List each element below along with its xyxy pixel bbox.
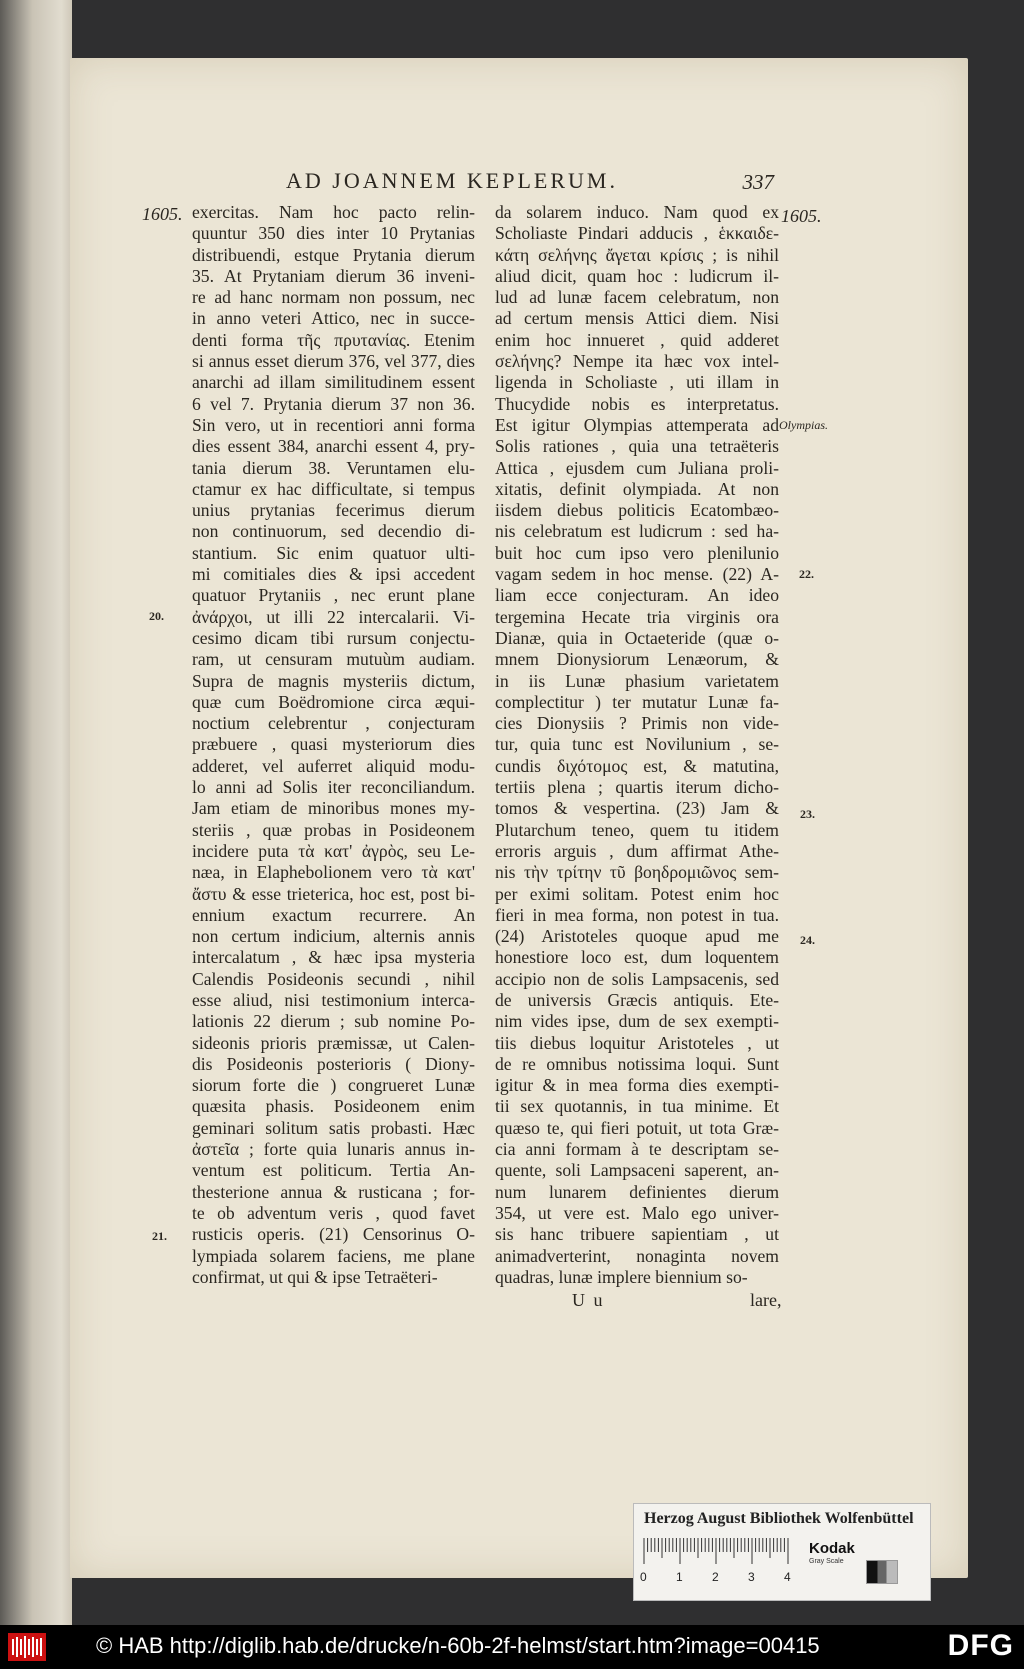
- text-line: Attica , ejusdem cum Juliana proli-: [495, 457, 779, 478]
- text-line: sideonis prioris præmissæ, ut Calen-: [192, 1032, 475, 1053]
- text-line: nim vides ipse, dum de sex exempti-: [495, 1011, 779, 1032]
- text-line: tii sex quotannis, in tua minime. Et: [495, 1096, 779, 1117]
- kodak-brand: Kodak: [809, 1540, 855, 1557]
- text-line: tomos & vespertina. (23) Jam &: [495, 798, 779, 819]
- text-line: nis celebratum est ludicrum : sed ha-: [495, 521, 779, 542]
- text-line: steriis , quæ probas in Posideonem: [192, 819, 475, 840]
- text-line: Sin vero, ut in recentiori anni forma: [192, 414, 475, 435]
- previous-page-edge: [0, 0, 72, 1625]
- text-line: mi comitiales dies & ipsi accedent: [192, 564, 475, 585]
- text-line: non certum indicium, alternis annis: [192, 926, 475, 947]
- text-line: rusticis operis. (21) Censorinus O-: [192, 1224, 475, 1245]
- text-line: cesimo dicam tibi rursum conjectu-: [192, 627, 475, 648]
- gray-scale-patch: [866, 1560, 898, 1584]
- signature-mark: U u: [572, 1290, 605, 1310]
- text-line: quæso te, qui fieri potuit, ut tota Græ-: [495, 1117, 779, 1138]
- scale-number: 0: [640, 1570, 647, 1584]
- text-line: intercalatum , & hæc ipsa mysteria: [192, 947, 475, 968]
- text-line: in iis Lunæ phasium varietatem: [495, 670, 779, 691]
- text-line: animadverterint, nonaginta novem: [495, 1245, 779, 1266]
- text-line: lympiada solarem faciens, me plane: [192, 1245, 475, 1266]
- text-line: buit hoc cum ipso vero plenilunio: [495, 542, 779, 563]
- text-line: de re omnibus notissima loqui. Sunt: [495, 1053, 779, 1074]
- text-line: nis τὴν τρίτην τῦ βοηδρομιῶνος sem-: [495, 862, 779, 883]
- text-line: distribuendi, estque Prytania dierum: [192, 244, 475, 265]
- text-line: quente, soli Lampsaceni saperent, an-: [495, 1160, 779, 1181]
- text-line: non continuorum, sed decendio di-: [192, 521, 475, 542]
- scale-number: 2: [712, 1570, 719, 1584]
- text-line: Thucydide nobis es interpretatus.: [495, 393, 779, 414]
- scale-number: 4: [784, 1570, 791, 1584]
- text-line: accipio non de solis Lampsacenis, sed: [495, 968, 779, 989]
- text-line: 35. At Prytaniam dierum 36 inveni-: [192, 265, 475, 286]
- text-line: honestiore loco est, dum loquentem: [495, 947, 779, 968]
- text-line: næa, in Elaphebolionem vero τὰ κατ': [192, 862, 475, 883]
- text-line: confirmat, ut qui & ipse Tetraëteri-: [192, 1266, 438, 1287]
- text-line: xitatis, definit olympiada. At non: [495, 478, 779, 499]
- text-line: iisdem diebus politicis Ecatombæo-: [495, 500, 779, 521]
- text-line: esse aliud, nisi testimonium interca-: [192, 989, 475, 1010]
- text-line: dies essent 384, anarchi essent 4, pry-: [192, 436, 475, 457]
- text-line: quæsita phasis. Posideonem enim: [192, 1096, 475, 1117]
- text-line: erroris arguis , dum affirmat Athe-: [495, 840, 779, 861]
- footer-bar: [0, 1625, 1024, 1669]
- text-line: κάτη σελήνης ἄγεται κρίσις ; is nihil: [495, 244, 779, 265]
- text-line: unius prytanias fecerimus dierum: [192, 500, 475, 521]
- text-line: quuntur 350 dies inter 10 Prytanias: [192, 223, 475, 244]
- page-number: 337: [742, 170, 774, 194]
- text-line: denti forma τῆς πρυτανίας. Etenim: [192, 329, 475, 350]
- text-line: tergemina Hecate tria virginis ora: [495, 606, 779, 627]
- margin-note-22: 22.: [799, 567, 814, 581]
- text-line: ἀστεῖα ; forte quia lunaris annus in-: [192, 1139, 475, 1160]
- text-line: da solarem induco. Nam quod ex: [495, 202, 779, 222]
- running-head-title: AD JOANNEM KEPLERUM.: [286, 168, 618, 193]
- text-line: vagam sedem in hoc mense. (22) A-: [495, 564, 779, 585]
- footer-url[interactable]: © HAB http://diglib.hab.de/drucke/n-60b-2f-helmst/start.htm?image=00415: [96, 1633, 820, 1658]
- text-line: per eximi solitam. Potest enim hoc: [495, 883, 779, 904]
- text-line: tur, quia tunc est Novilunium , se-: [495, 734, 779, 755]
- text-line: quatuor Prytaniis , nec erunt plane: [192, 585, 475, 606]
- text-line: ventum est politicum. Tertia An-: [192, 1160, 475, 1181]
- text-line: 6 vel 7. Prytania dierum 37 non 36.: [192, 393, 475, 414]
- library-name: Herzog August Bibliothek Wolfenbüttel: [644, 1510, 914, 1527]
- text-line: lationis 22 dierum ; sub nomine Po-: [192, 1011, 475, 1032]
- text-line: σελήνης? Nempe ita hæc vox intel-: [495, 351, 779, 372]
- text-line: thesterione annua & rusticana ; for-: [192, 1181, 475, 1202]
- text-line: lud ad lunæ facem celebratum, non: [495, 287, 779, 308]
- left-text-column: [192, 202, 475, 1288]
- right-text-column: [495, 202, 779, 1288]
- text-line: Solis rationes , quia una tetraëteris: [495, 436, 779, 457]
- text-line: Jam etiam de minoribus mones my-: [192, 798, 475, 819]
- text-line: ram, ut censuram mutuùm audiam.: [192, 649, 475, 670]
- text-line: tertiis plena ; quartis iterum dicho-: [495, 777, 779, 798]
- margin-note-24: 24.: [800, 933, 815, 947]
- text-line: liam ecce conjecturam. An ideo: [495, 585, 779, 606]
- text-line: adderet, vel auferret aliquid modu-: [192, 755, 475, 776]
- text-line: re ad hanc normam non possum, nec: [192, 287, 475, 308]
- text-line: tania dierum 38. Veruntamen elu-: [192, 457, 475, 478]
- text-line: quæ cum Boëdromione circa æqui-: [192, 691, 475, 712]
- text-line: anarchi ad illam similitudinem essent: [192, 372, 475, 393]
- text-line: (24) Aristoteles quoque apud me: [495, 926, 779, 947]
- margin-note-23: 23.: [800, 807, 815, 821]
- text-line: exercitas. Nam hoc pacto relin-: [192, 202, 475, 222]
- text-line: Est igitur Olympias attemperata ad: [495, 414, 779, 435]
- text-line: complectitur ) ter mutatur Lunæ fa-: [495, 691, 779, 712]
- text-line: Supra de magnis mysteriis dictum,: [192, 670, 475, 691]
- text-line: enim hoc innueret , quid adderet: [495, 329, 779, 350]
- catchword: lare,: [750, 1290, 782, 1310]
- text-line: Scholiaste Pindari adducis , ἑκκαιδε-: [495, 223, 779, 244]
- margin-note-21: 21.: [152, 1229, 167, 1243]
- text-line: lo anni ad Solis iter reconciliandum.: [192, 777, 475, 798]
- text-line: si annus esset dierum 376, vel 377, dies: [192, 351, 475, 372]
- text-line: de universis Græcis antiquis. Ete-: [495, 989, 779, 1010]
- text-line: igitur & in mea forma dies exempti-: [495, 1075, 779, 1096]
- text-line: in anno veteri Attico, nec in succe-: [192, 308, 475, 329]
- text-line: 354, ut vere est. Malo ego univer-: [495, 1202, 779, 1223]
- barcode-icon: [8, 1633, 46, 1661]
- text-line: præbuere , quasi mysteriorum dies: [192, 734, 475, 755]
- text-line: aliud dicit, quam hoc : ludicrum il-: [495, 265, 779, 286]
- scale-number: 3: [748, 1570, 755, 1584]
- text-line: cies Dionysiis ? Primis non vide-: [495, 713, 779, 734]
- ruler-scale: [642, 1538, 792, 1566]
- text-line: geminari solitum satis probasti. Hæc: [192, 1117, 475, 1138]
- text-line: ennium exactum recurrere. An: [192, 904, 475, 925]
- text-line: cia anni formam à te descriptam se-: [495, 1139, 779, 1160]
- text-line: Dianæ, quia in Octaeteride (quæ o-: [495, 627, 779, 648]
- text-line: ligenda in Scholiaste , uti illam in: [495, 372, 779, 393]
- text-line: ἀνάρχοι, ut illi 22 intercalarii. Vi-: [192, 606, 475, 627]
- year-marginal-left: 1605.: [142, 204, 183, 224]
- text-line: noctium celebrentur , conjecturam: [192, 713, 475, 734]
- text-line: sis hanc tribuere sapientiam , ut: [495, 1224, 779, 1245]
- running-head: [286, 168, 774, 194]
- text-line: Plutarchum teneo, quem tu itidem: [495, 819, 779, 840]
- text-line: num lunarem definientes dierum: [495, 1181, 779, 1202]
- text-line: quadras, lunæ implere biennium so-: [495, 1266, 748, 1287]
- dfg-logo: DFG: [947, 1629, 1014, 1662]
- gray-scale-label: Gray Scale: [809, 1558, 844, 1565]
- margin-note-20: 20.: [149, 609, 164, 623]
- text-line: Calendis Posideonis secundi , nihil: [192, 968, 475, 989]
- margin-note-olympias: Olympias.: [779, 418, 828, 432]
- library-color-card: [633, 1503, 931, 1601]
- text-line: ἄστυ & esse trieterica, hoc est, post bi-: [192, 883, 475, 904]
- year-marginal-right: 1605.: [781, 206, 822, 226]
- text-line: dis Posideonis posterioris ( Diony-: [192, 1053, 475, 1074]
- text-line: stantium. Sic enim quatuor ulti-: [192, 542, 475, 563]
- text-line: ad certum mensis Attici diem. Nisi: [495, 308, 779, 329]
- text-line: fieri in mea forma, non potest in tua.: [495, 904, 779, 925]
- text-line: cundis διχότομος est, & matutina,: [495, 755, 779, 776]
- text-line: ctamur ex hac difficultate, si tempus: [192, 478, 475, 499]
- text-line: mnem Dionysiorum Lenæorum, &: [495, 649, 779, 670]
- text-line: incidere puta τὰ κατ' ἀγρὸς, seu Le-: [192, 840, 475, 861]
- scale-number: 1: [676, 1570, 683, 1584]
- text-line: siorum forte die ) congrueret Lunæ: [192, 1075, 475, 1096]
- text-line: te ob adventum veris , quod favet: [192, 1202, 475, 1223]
- text-line: tiis diebus loquitur Aristoteles , ut: [495, 1032, 779, 1053]
